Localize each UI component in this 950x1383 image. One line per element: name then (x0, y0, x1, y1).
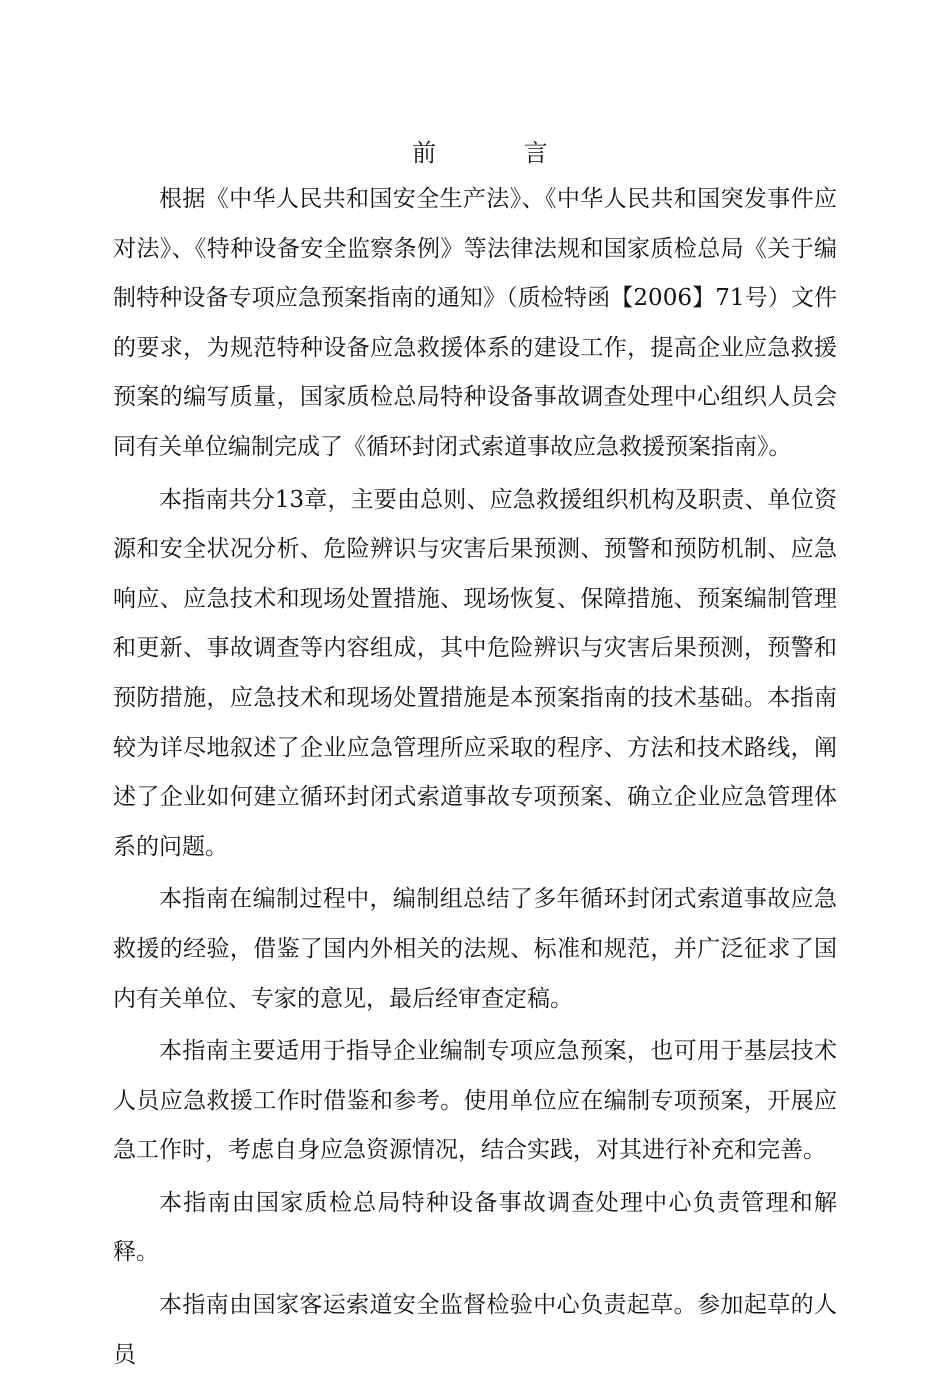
paragraph: 本指南主要适用于指导企业编制专项应急预案，也可用于基层技术人员应急救援工作时借鉴和参考。使用单位应在编制专项预案，开展应急工作时，考虑自身应急资源情况，结合实践，对其进行补充和完善。 (113, 1038, 837, 1164)
paragraph: 根据《中华人民共和国安全生产法》、《中华人民共和国突发事件应对法》、《特种设备安全监察条例》等法律法规和国家质检总局《关于编制特种设备专项应急预案指南的通知》（质检特函【2006】71号）文件的要求，为规范特种设备应急救援体系的建设工作，提高企业应急救援预案的编写质量，国家质检总局特种设备事故调查处理中心组织人员会同有关单位编制完成了《循环封闭式索道事故应急救援预案指南》。 (113, 186, 837, 460)
page-title: 前 言 (412, 139, 588, 167)
paragraph: 本指南由国家客运索道安全监督检验中心负责起草。参加起草的人员 (113, 1292, 837, 1368)
paragraph: 本指南共分13章，主要由总则、应急救援组织机构及职责、单位资源和安全状况分析、危险辨识与灾害后果预测、预警和预防机制、应急响应、应急技术和现场处置措施、现场恢复、保障措施、预案编制管理和更新、事故调查等内容组成，其中危险辨识与灾害后果预测，预警和预防措施，应急技术和现场处置措施是本预案指南的技术基础。本指南较为详尽地叙述了企业应急管理所应采取的程序、方法和技术路线，阐述了企业如何建立循环封闭式索道事故专项预案、确立企业应急管理体系的问题。 (113, 486, 837, 860)
paragraph: 本指南由国家质检总局特种设备事故调查处理中心负责管理和解释。 (113, 1189, 837, 1266)
paragraph: 本指南在编制过程中，编制组总结了多年循环封闭式索道事故应急救援的经验，借鉴了国内外相关的法规、标准和规范，并广泛征求了国内有关单位、专家的意见，最后经审查定稿。 (113, 886, 837, 1012)
document-body (113, 175, 837, 1383)
